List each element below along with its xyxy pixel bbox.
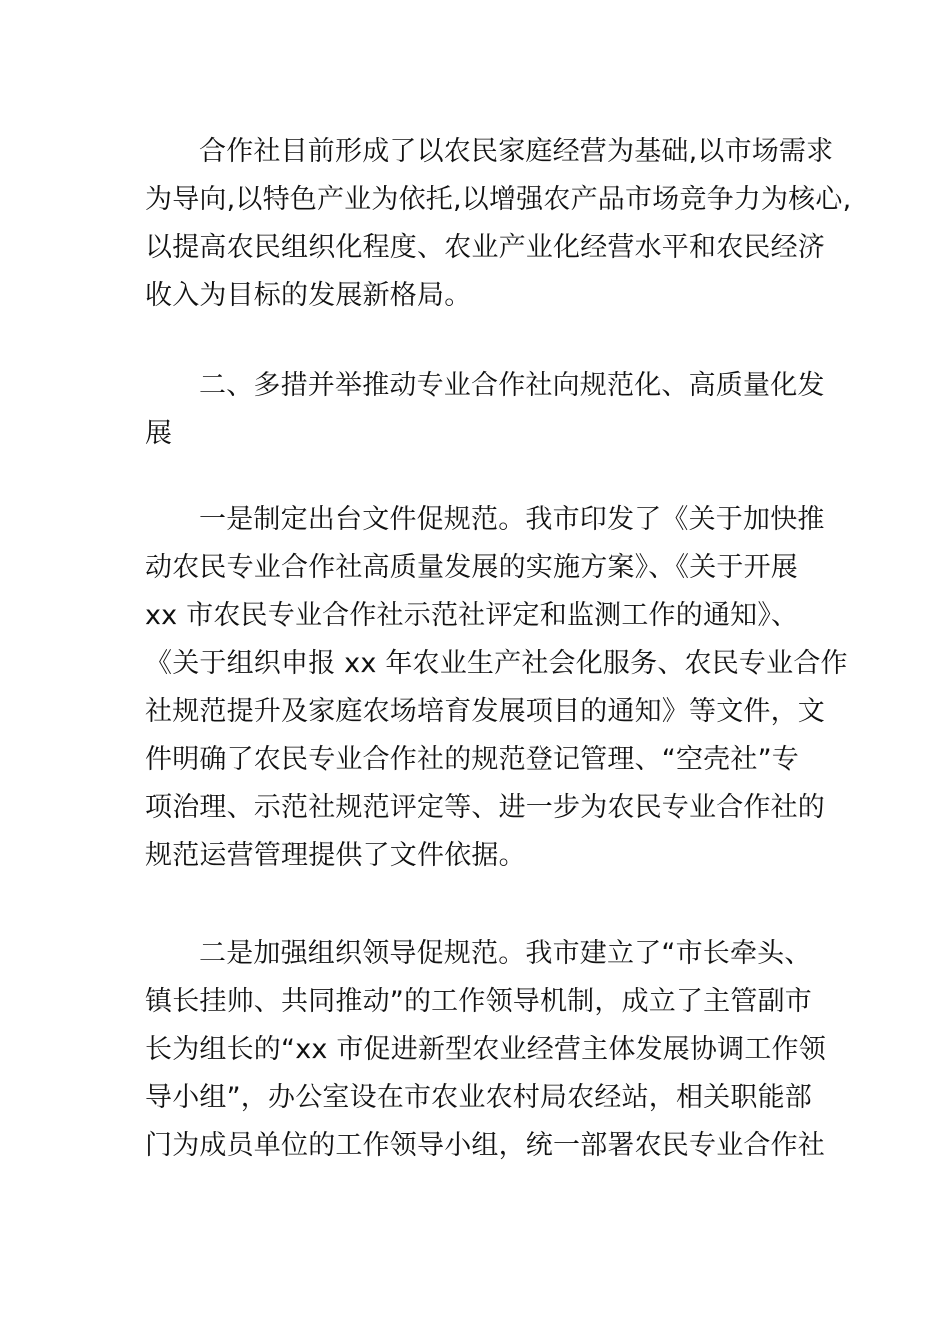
paragraph-cooperative-overview (145, 128, 852, 320)
text-line: 门为成员单位的工作领导小组，统一部署农民专业合作社 (145, 1130, 825, 1161)
paragraph-organizational-leadership (145, 930, 826, 1170)
text-line: 导小组”，办公室设在市农业农村局农经站，相关职能部 (145, 1082, 812, 1113)
text-line: 一是制定出台文件促规范。我市印发了《关于加快推 (199, 504, 825, 535)
text-line: 动农民专业合作社高质量发展的实施方案》、《关于开展 (145, 552, 798, 583)
text-line: 规范运营管理提供了文件依据。 (145, 840, 526, 871)
text-line: 合作社目前形成了以农民家庭经营为基础,以市场需求 (199, 136, 834, 167)
text-line: 以提高农民组织化程度、农业产业化经营水平和农民经济 (145, 232, 825, 263)
text-line: 收入为目标的发展新格局。 (145, 280, 472, 311)
paragraph-policy-documents (145, 496, 848, 880)
text-line: 镇长挂帅、共同推动”的工作领导机制，成立了主管副市 (145, 986, 812, 1017)
text-line: 项治理、示范社规范评定等、进一步为农民专业合作社的 (145, 792, 825, 823)
text-line: 二、多措并举推动专业合作社向规范化、高质量化发 (199, 370, 825, 401)
text-line: 件明确了农民专业合作社的规范登记管理、“空壳社”专 (145, 744, 799, 775)
text-line: 社规范提升及家庭农场培育发展项目的通知》等文件，文 (145, 696, 825, 727)
text-line: 展 (145, 418, 173, 449)
text-line: xx 市农民专业合作社示范社评定和监测工作的通知》、 (145, 600, 799, 631)
text-line: 《关于组织申报 xx 年农业生产社会化服务、农民专业合作 (145, 648, 848, 679)
text-line: 长为组长的“xx 市促进新型农业经营主体发展协调工作领 (145, 1034, 826, 1065)
section-heading (145, 362, 825, 458)
text-line: 二是加强组织领导促规范。我市建立了“市长牵头、 (199, 938, 812, 969)
text-line: 为导向,以特色产业为依托,以增强农产品市场竞争力为核心, (145, 184, 852, 215)
